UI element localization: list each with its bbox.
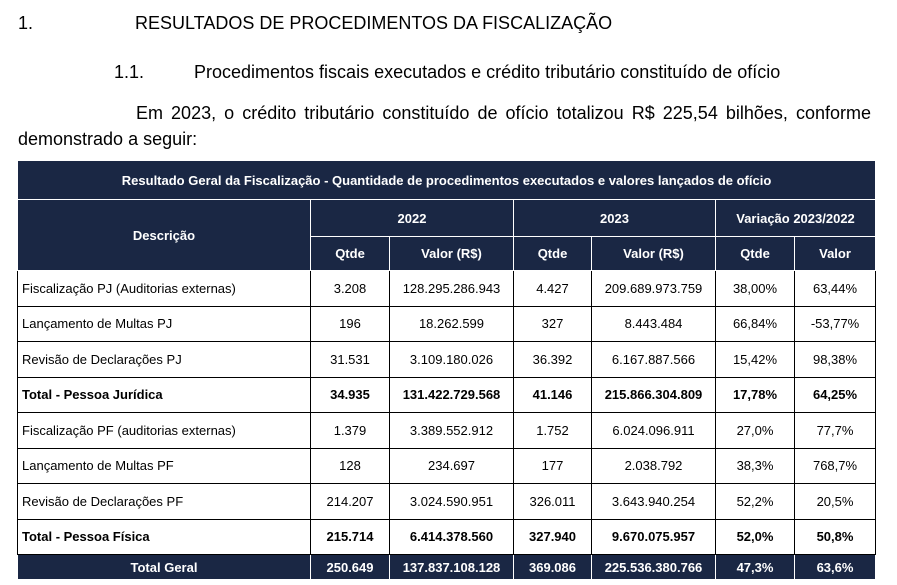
variacao-valor: 77,7%: [795, 413, 876, 449]
section-number: 1.: [18, 13, 34, 33]
valor-2022: 18.262.599: [390, 306, 514, 342]
variacao-valor: 98,38%: [795, 342, 876, 378]
table-row: [18, 306, 876, 342]
qtde-2023: 327: [514, 306, 592, 342]
valor-2022: 3.389.552.912: [390, 413, 514, 449]
qtde-2022: 196: [311, 306, 390, 342]
results-table: [17, 160, 876, 580]
valor-2023: 6.024.096.911: [592, 413, 716, 449]
header-descricao: Descrição: [18, 200, 311, 271]
variacao-qtde: 52,0%: [716, 519, 795, 555]
variacao-valor: 20,5%: [795, 484, 876, 520]
header-qtde: Qtde: [311, 237, 390, 271]
valor-2022: 128.295.286.943: [390, 271, 514, 307]
valor-2022: 3.109.180.026: [390, 342, 514, 378]
variacao-valor: 64,25%: [795, 377, 876, 413]
header-valor-rs: Valor (R$): [592, 237, 716, 271]
total-valor-2023: 225.536.380.766: [592, 555, 716, 580]
variacao-valor: 50,8%: [795, 519, 876, 555]
header-year-2023: 2023: [514, 200, 716, 237]
total-variacao-valor: 63,6%: [795, 555, 876, 580]
total-qtde-2023: 369.086: [514, 555, 592, 580]
table-row: [18, 413, 876, 449]
section-title: RESULTADOS DE PROCEDIMENTOS DA FISCALIZAÇÃO: [135, 13, 613, 33]
table-row-total-pj: [18, 377, 876, 413]
row-description: Revisão de Declarações PF: [18, 484, 311, 520]
variacao-qtde: 27,0%: [716, 413, 795, 449]
header-valor: Valor: [795, 237, 876, 271]
qtde-2023: 177: [514, 448, 592, 484]
qtde-2022: 3.208: [311, 271, 390, 307]
qtde-2022: 34.935: [311, 377, 390, 413]
header-qtde: Qtde: [716, 237, 795, 271]
total-description: Total Geral: [18, 555, 311, 580]
total-qtde-2022: 250.649: [311, 555, 390, 580]
qtde-2023: 4.427: [514, 271, 592, 307]
valor-2023: 2.038.792: [592, 448, 716, 484]
header-variacao: Variação 2023/2022: [716, 200, 876, 237]
table-title: Resultado Geral da Fiscalização - Quantidade de procedimentos executados e valores lançados de ofício: [18, 161, 876, 200]
row-description: Total - Pessoa Jurídica: [18, 377, 311, 413]
variacao-qtde: 52,2%: [716, 484, 795, 520]
valor-2022: 3.024.590.951: [390, 484, 514, 520]
valor-2023: 8.443.484: [592, 306, 716, 342]
qtde-2023: 36.392: [514, 342, 592, 378]
total-variacao-qtde: 47,3%: [716, 555, 795, 580]
variacao-qtde: 38,3%: [716, 448, 795, 484]
table-row: [18, 484, 876, 520]
variacao-valor: -53,77%: [795, 306, 876, 342]
variacao-qtde: 15,42%: [716, 342, 795, 378]
qtde-2023: 326.011: [514, 484, 592, 520]
qtde-2023: 327.940: [514, 519, 592, 555]
variacao-valor: 768,7%: [795, 448, 876, 484]
valor-2023: 209.689.973.759: [592, 271, 716, 307]
valor-2022: 6.414.378.560: [390, 519, 514, 555]
valor-2022: 234.697: [390, 448, 514, 484]
subsection-number: 1.1.: [114, 62, 145, 82]
qtde-2022: 128: [311, 448, 390, 484]
valor-2022: 131.422.729.568: [390, 377, 514, 413]
variacao-qtde: 38,00%: [716, 271, 795, 307]
valor-2023: 3.643.940.254: [592, 484, 716, 520]
row-description: Fiscalização PJ (Auditorias externas): [18, 271, 311, 307]
qtde-2022: 215.714: [311, 519, 390, 555]
row-description: Fiscalização PF (auditorias externas): [18, 413, 311, 449]
valor-2023: 6.167.887.566: [592, 342, 716, 378]
qtde-2022: 214.207: [311, 484, 390, 520]
header-valor-rs: Valor (R$): [390, 237, 514, 271]
variacao-qtde: 17,78%: [716, 377, 795, 413]
table-row: [18, 271, 876, 307]
table-row-total-geral: [18, 555, 876, 580]
table-row: [18, 448, 876, 484]
header-year-2022: 2022: [311, 200, 514, 237]
qtde-2023: 41.146: [514, 377, 592, 413]
table-row: [18, 342, 876, 378]
intro-paragraph: Em 2023, o crédito tributário constituído de ofício totalizou R$ 225,54 bilhões, conforme demonstrado a seguir:: [18, 103, 871, 149]
qtde-2022: 1.379: [311, 413, 390, 449]
qtde-2023: 1.752: [514, 413, 592, 449]
row-description: Lançamento de Multas PF: [18, 448, 311, 484]
variacao-qtde: 66,84%: [716, 306, 795, 342]
table-row-total-pf: [18, 519, 876, 555]
valor-2023: 9.670.075.957: [592, 519, 716, 555]
row-description: Lançamento de Multas PJ: [18, 306, 311, 342]
subsection-title: Procedimentos fiscais executados e crédito tributário constituído de ofício: [194, 62, 781, 82]
row-description: Revisão de Declarações PJ: [18, 342, 311, 378]
variacao-valor: 63,44%: [795, 271, 876, 307]
header-qtde: Qtde: [514, 237, 592, 271]
valor-2023: 215.866.304.809: [592, 377, 716, 413]
total-valor-2022: 137.837.108.128: [390, 555, 514, 580]
row-description: Total - Pessoa Física: [18, 519, 311, 555]
qtde-2022: 31.531: [311, 342, 390, 378]
